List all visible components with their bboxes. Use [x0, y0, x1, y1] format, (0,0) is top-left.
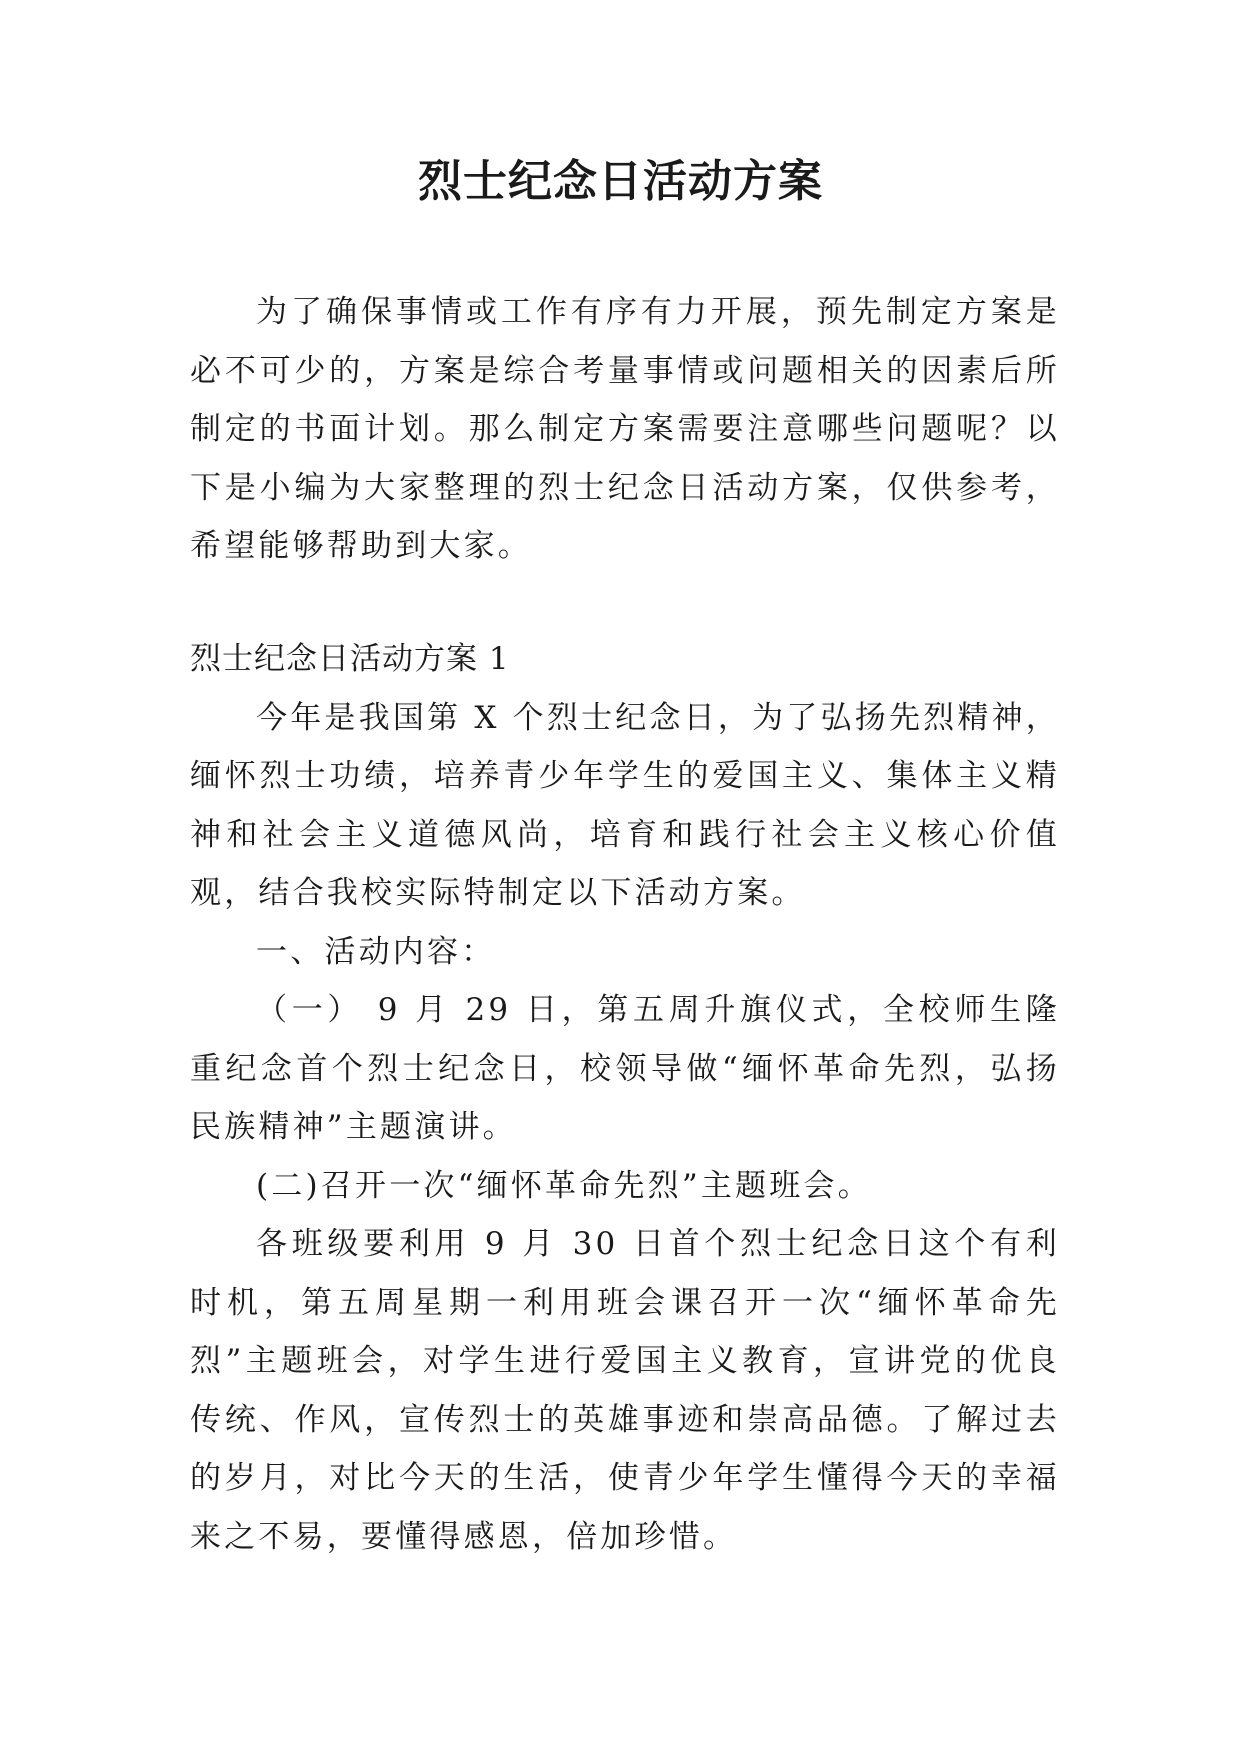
page-title: 烈士纪念日活动方案 [418, 156, 823, 207]
activity-item: （一） 9 月 29 日，第五周升旗仪式，全校师生隆重纪念首个烈士纪念日，校领导做“缅怀革命先烈，弘扬民族精神”主题演讲。 [190, 992, 1060, 1145]
section-paragraph: 各班级要利用 9 月 30 日首个烈士纪念日这个有利时机，第五周星期一利用班会课召开一次“缅怀革命先烈”主题班会，对学生进行爱国主义教育，宣讲党的优良传统、作风，宣传烈士的英雄事迹和崇高品德。了解过去的岁月，对比今天的生活，使青少年学生懂得今天的幸福来之不易，要懂得感恩，倍加珍惜。 [190, 1226, 1060, 1555]
section-heading: 烈士纪念日活动方案 1 [190, 641, 510, 677]
activity-heading: 一、活动内容： [256, 933, 496, 970]
section-1 [190, 630, 1060, 1566]
intro-paragraph: 为了确保事情或工作有序有力开展，预先制定方案是必不可少的，方案是综合考量事情或问题相关的因素后所制定的书面计划。那么制定方案需要注意哪些问题呢？以下是小编为大家整理的烈士纪念日活动方案，仅供参考，希望能够帮助到大家。 [190, 294, 1060, 564]
intro-block [190, 283, 1060, 576]
activity-item: (二)召开一次“缅怀革命先烈”主题班会。 [256, 1167, 872, 1204]
section-paragraph: 今年是我国第 X 个烈士纪念日，为了弘扬先烈精神，缅怀烈士功绩，培养青少年学生的爱国主义、集体主义精神和社会主义道德风尚，培育和践行社会主义核心价值观，结合我校实际特制定以下活动方案。 [190, 699, 1060, 911]
